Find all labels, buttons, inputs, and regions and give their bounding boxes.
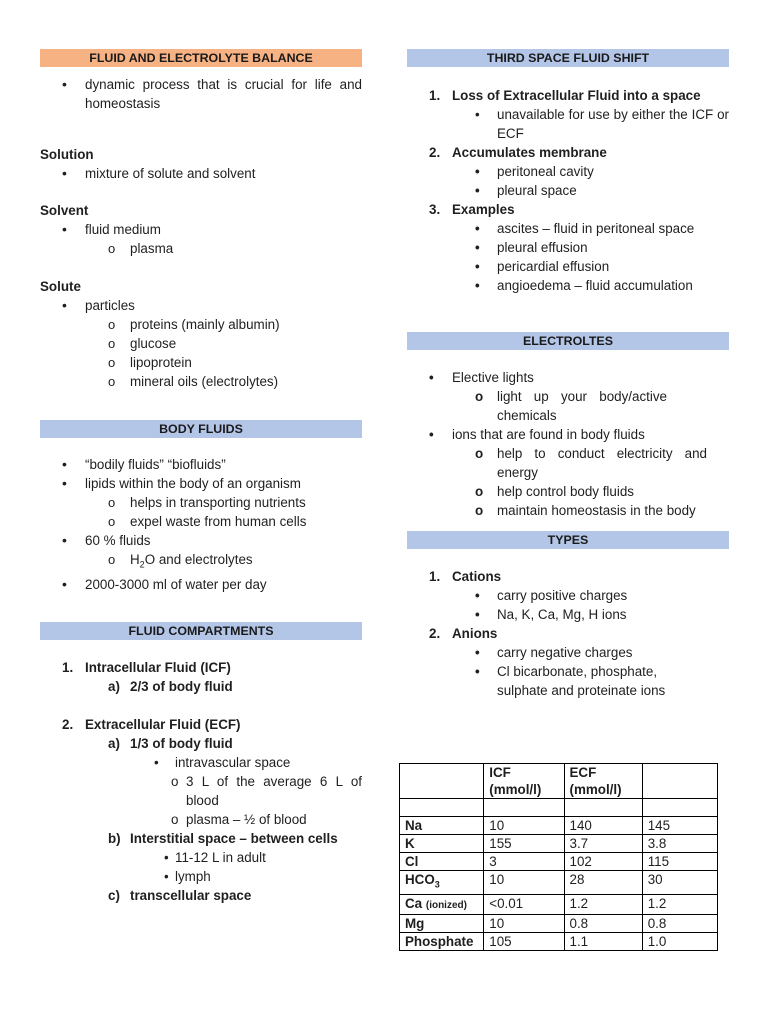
intravascular-bullet: • intravascular space bbox=[154, 754, 291, 770]
table-row: Cl 3 102 115 bbox=[400, 853, 718, 871]
body-fluids-sub: o $H_2O$ and electrolytes bbox=[40, 550, 362, 575]
electrolyte-table bbox=[399, 763, 718, 951]
third-space-item: 1. Loss of Extracellular Fluid into a space bbox=[429, 88, 701, 103]
third-space-sub: • ascites – fluid in peritoneal space bbox=[475, 221, 695, 236]
third-space-sub: • pericardial effusion bbox=[475, 259, 610, 274]
solute-term: Solute bbox=[40, 279, 81, 294]
table-blank-row bbox=[400, 799, 718, 817]
table-row: Phosphate 105 1.1 1.0 bbox=[400, 932, 718, 950]
right-column bbox=[407, 49, 729, 700]
electrolytes-sub: o light up your body/active chemicals bbox=[475, 389, 667, 423]
electrolytes-bullet: • Elective lights bbox=[429, 370, 534, 385]
intravascular-sub: o 3 L of the average 6 L of blood bbox=[171, 773, 362, 808]
compartments-header: FLUID COMPARTMENTS bbox=[40, 622, 362, 640]
body-fluids-sub: o expel waste from human cells bbox=[40, 512, 362, 531]
electrolytes-sub: o help to conduct electricity and energy bbox=[475, 446, 707, 480]
body-fluids-bullet: • 2000-3000 ml of water per day bbox=[40, 575, 362, 594]
body-fluids-sub: o helps in transporting nutrients bbox=[40, 493, 362, 512]
third-space-sub: • angioedema – fluid accumulation bbox=[475, 278, 693, 293]
ecf-item: 2. Extracellular Fluid (ECF) bbox=[62, 716, 241, 732]
table-row: $HCO_3$ 10 28 30 bbox=[400, 871, 718, 895]
solute-sub: o proteins (mainly albumin) bbox=[40, 315, 362, 334]
body-fluids-bullet: • lipids within the body of an organism bbox=[40, 474, 362, 493]
solute-sub: o lipoprotein bbox=[40, 353, 362, 372]
types-header: TYPES bbox=[407, 531, 729, 549]
solute-sub: o mineral oils (electrolytes) bbox=[40, 372, 362, 391]
intravascular-sub: o plasma – ½ of blood bbox=[171, 811, 307, 827]
electrolytes-sub: o maintain homeostasis in the body bbox=[475, 503, 696, 518]
solvent-term: Solvent bbox=[40, 203, 89, 218]
electrolytes-bullet: • ions that are found in body fluids bbox=[429, 427, 645, 442]
ecf-b: b) Interstitial space – between cells bbox=[108, 830, 338, 846]
table-row: K 155 3.7 3.8 bbox=[400, 835, 718, 853]
header-ecf: ECF (mmol/l) bbox=[564, 764, 642, 799]
left-column bbox=[40, 49, 362, 905]
solute-def: • particles bbox=[40, 296, 362, 315]
solution-term: Solution bbox=[40, 147, 94, 162]
table-row: Mg 10 0.8 0.8 bbox=[400, 914, 718, 932]
body-fluids-header: BODY FLUIDS bbox=[40, 420, 362, 438]
solute-sub: o glucose bbox=[40, 334, 362, 353]
body-fluids-bullet: • 60 % fluids bbox=[40, 531, 362, 550]
table-row: Ca (ionized) <0.01 1.2 1.2 bbox=[400, 894, 718, 914]
body-fluids-bullet: • “bodily fluids” “biofluids” bbox=[40, 455, 362, 474]
types-sub: • Na, K, Ca, Mg, H ions bbox=[475, 607, 627, 622]
solvent-def: • fluid medium bbox=[40, 220, 362, 239]
table-row: Na 10 140 145 bbox=[400, 817, 718, 835]
third-space-item: 3. Examples bbox=[429, 202, 515, 217]
third-space-header: THIRD SPACE FLUID SHIFT bbox=[407, 49, 729, 67]
icf-a: a) 2/3 of body fluid bbox=[108, 678, 233, 694]
fluid-balance-bullet: • dynamic process that is crucial for life and homeostasis bbox=[40, 75, 362, 113]
header-icf: ICF (mmol/l) bbox=[484, 764, 564, 799]
solvent-sub: o plasma bbox=[40, 239, 362, 258]
third-space-sub: • pleural space bbox=[475, 183, 577, 198]
third-space-sub: • peritoneal cavity bbox=[475, 164, 594, 179]
third-space-sub: • pleural effusion bbox=[475, 240, 588, 255]
third-space-sub: • unavailable for use by either the ICF or ECF bbox=[475, 107, 729, 141]
types-item: 1. Cations bbox=[429, 569, 502, 584]
electrolytes-header: ELECTROLTES bbox=[407, 332, 729, 350]
types-item: 2. Anions bbox=[429, 626, 498, 641]
interstitial-sub: • lymph bbox=[164, 868, 211, 884]
types-sub: • carry negative charges bbox=[475, 645, 633, 660]
ecf-a: a) 1/3 of body fluid bbox=[108, 735, 233, 751]
ecf-c: c) transcellular space bbox=[108, 887, 252, 903]
third-space-item: 2. Accumulates membrane bbox=[429, 145, 607, 160]
table-header-row bbox=[400, 764, 718, 799]
solution-def: • mixture of solute and solvent bbox=[40, 164, 362, 183]
icf-item: 1. Intracellular Fluid (ICF) bbox=[62, 659, 231, 675]
types-sub: • Cl bicarbonate, phosphate, sulphate and proteinate ions bbox=[475, 664, 666, 698]
electrolytes-sub: o help control body fluids bbox=[475, 484, 634, 499]
types-sub: • carry positive charges bbox=[475, 588, 628, 603]
fluid-balance-header: FLUID AND ELECTROLYTE BALANCE bbox=[40, 49, 362, 67]
interstitial-sub: • 11-12 L in adult bbox=[164, 849, 266, 865]
